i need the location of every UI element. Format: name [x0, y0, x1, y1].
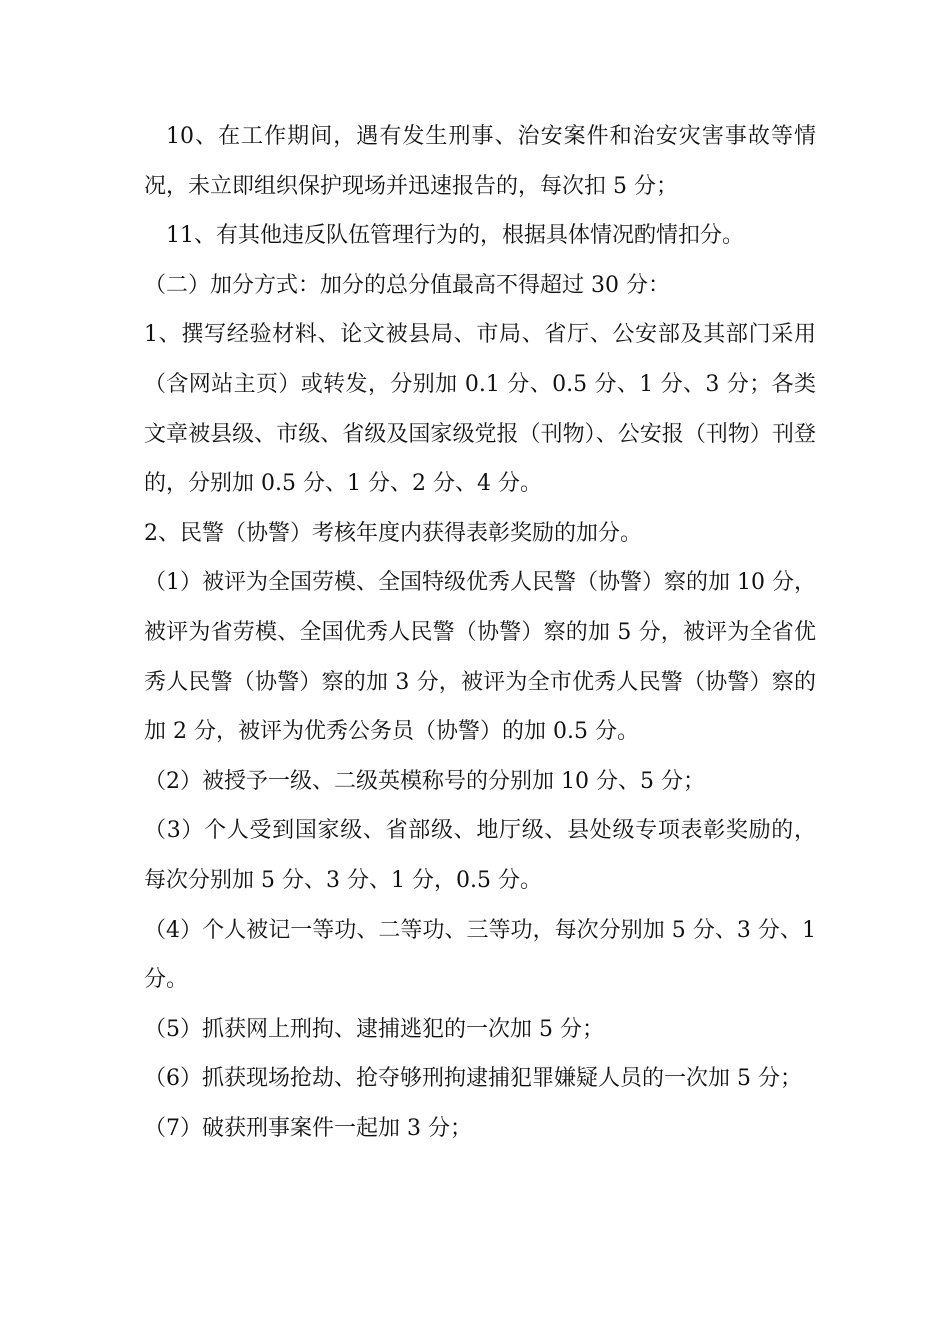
section-heading-bonus-method: （二）加分方式：加分的总分值最高不得超过 30 分：: [144, 272, 670, 298]
paragraph-bonus-1: 1、撰写经验材料、论文被县局、市局、省厅、公安部及其部门采用（含网站主页）或转发，分别加 0.1 分、0.5 分、1 分、3 分；各类文章被县级、市级、省级及国家级党报（刊物）、公安报（刊物）刊登的，分别加 0.5 分、1 分、2 分、4 分。: [144, 322, 816, 497]
document-body: [144, 112, 816, 1153]
paragraph-subitem-5: （5）抓获网上刑拘、逮捕逃犯的一次加 5 分；: [144, 1016, 604, 1042]
paragraph-bonus-2: 2、民警（协警）考核年度内获得表彰奖励的加分。: [144, 520, 642, 546]
paragraph-item-11: 11、有其他违反队伍管理行为的，根据具体情况酌情扣分。: [166, 223, 744, 249]
paragraph-subitem-4: （4）个人被记一等功、二等功、三等功，每次分别加 5 分、3 分、1 分。: [144, 917, 816, 993]
paragraph-subitem-3: （3）个人受到国家级、省部级、地厅级、县处级专项表彰奖励的，每次分别加 5 分、3 分、1 分，0.5 分。: [144, 818, 816, 893]
paragraph-subitem-6: （6）抓获现场抢劫、抢夺够刑拘逮捕犯罪嫌疑人员的一次加 5 分；: [144, 1066, 802, 1092]
paragraph-subitem-1: （1）被评为全国劳模、全国特级优秀人民警（协警）察的加 10 分，被评为省劳模、全国优秀人民警（协警）察的加 5 分，被评为全省优秀人民警（协警）察的加 3 分，被评为全市优秀人民警（协警）察的加 2 分，被评为优秀公务员（协警）的加 0.5 分。: [144, 570, 816, 745]
paragraph-subitem-2: （2）被授予一级、二级英模称号的分别加 10 分、5 分；: [144, 768, 705, 794]
paragraph-item-10: 10、在工作期间，遇有发生刑事、治安案件和治安灾害事故等情况，未立即组织保护现场并迅速报告的，每次扣 5 分；: [144, 124, 816, 199]
paragraph-subitem-7: （7）破获刑事案件一起加 3 分；: [144, 1115, 472, 1141]
